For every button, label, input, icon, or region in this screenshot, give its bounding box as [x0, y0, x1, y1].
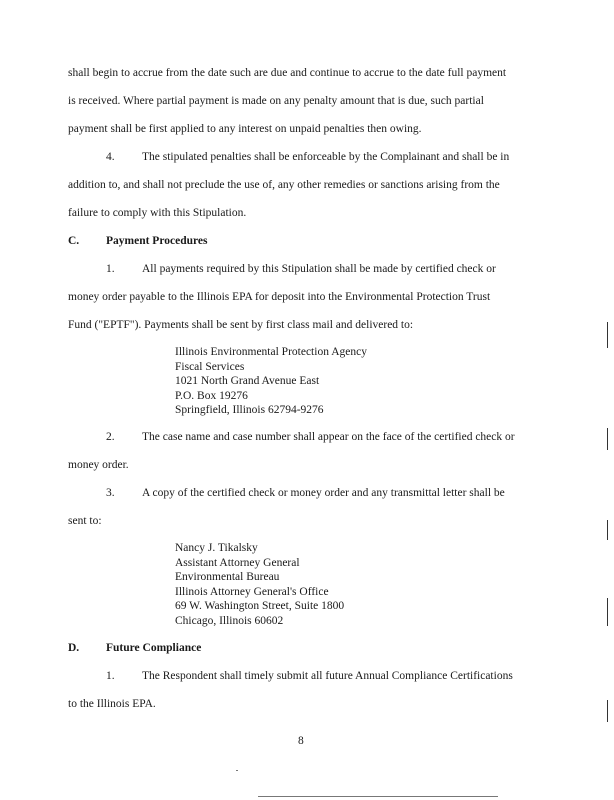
address-line: P.O. Box 19276: [175, 389, 248, 402]
scan-artifact: [236, 770, 238, 771]
address-line: Nancy J. Tikalsky: [175, 542, 258, 554]
body-line: is received. Where partial payment is made on any penalty amount that is due, such partial: [68, 95, 484, 107]
attorney-address-block: [175, 541, 344, 628]
body-line: The stipulated penalties shall be enforceable by the Complainant and shall be in: [142, 151, 510, 163]
body-line: The case name and case number shall appear on the face of the certified check or: [142, 431, 515, 443]
section-heading: Payment Procedures: [106, 235, 208, 247]
body-line: addition to, and shall not preclude the use of, any other remedies or sanctions arising from the: [68, 179, 500, 191]
body-line: money order payable to the Illinois EPA for deposit into the Environmental Protection Trust: [68, 291, 491, 303]
paragraph-number: 2.: [106, 431, 115, 443]
body-line: failure to comply with this Stipulation.: [68, 207, 247, 219]
address-line: 69 W. Washington Street, Suite 1800: [175, 600, 345, 612]
section-heading: Future Compliance: [106, 642, 202, 654]
address-line: Illinois Environmental Protection Agency: [175, 346, 367, 358]
body-line: shall begin to accrue from the date such are due and continue to accrue to the date full payment: [68, 67, 507, 79]
payment-address-block: [175, 345, 367, 418]
address-line: Chicago, Illinois 60602: [175, 614, 284, 627]
body-line: payment shall be first applied to any interest on unpaid penalties then owing.: [68, 123, 422, 135]
address-line: 1021 North Grand Avenue East: [175, 375, 320, 387]
body-line: A copy of the certified check or money order and any transmittal letter shall be: [142, 487, 505, 499]
body-line: money order.: [68, 459, 129, 471]
scan-artifact: [607, 520, 608, 540]
scan-artifact: [607, 598, 608, 626]
paragraph-number: 1.: [106, 263, 115, 275]
body-line: sent to:: [68, 515, 102, 527]
section-letter: D.: [68, 642, 80, 654]
address-line: Fiscal Services: [175, 360, 245, 373]
body-line: All payments required by this Stipulation shall be made by certified check or: [142, 263, 496, 275]
scan-artifact: [258, 796, 498, 797]
paragraph-number: 3.: [106, 487, 115, 499]
body-line: Fund ("EPTF"). Payments shall be sent by first class mail and delivered to:: [68, 319, 414, 331]
page-number: 8: [298, 735, 304, 747]
address-line: Illinois Attorney General's Office: [175, 585, 329, 598]
address-line: Assistant Attorney General: [175, 556, 300, 569]
address-line: Springfield, Illinois 62794-9276: [175, 404, 324, 416]
body-line: to the Illinois EPA.: [68, 698, 156, 710]
scan-artifact: [607, 322, 608, 348]
section-letter: C.: [68, 235, 80, 247]
paragraph-number: 1.: [106, 670, 115, 682]
scan-artifact: [607, 700, 608, 722]
paragraph-number: 4.: [106, 151, 115, 163]
body-line: The Respondent shall timely submit all future Annual Compliance Certifications: [142, 670, 513, 682]
address-line: Environmental Bureau: [175, 571, 280, 583]
scan-artifact: [607, 428, 608, 450]
